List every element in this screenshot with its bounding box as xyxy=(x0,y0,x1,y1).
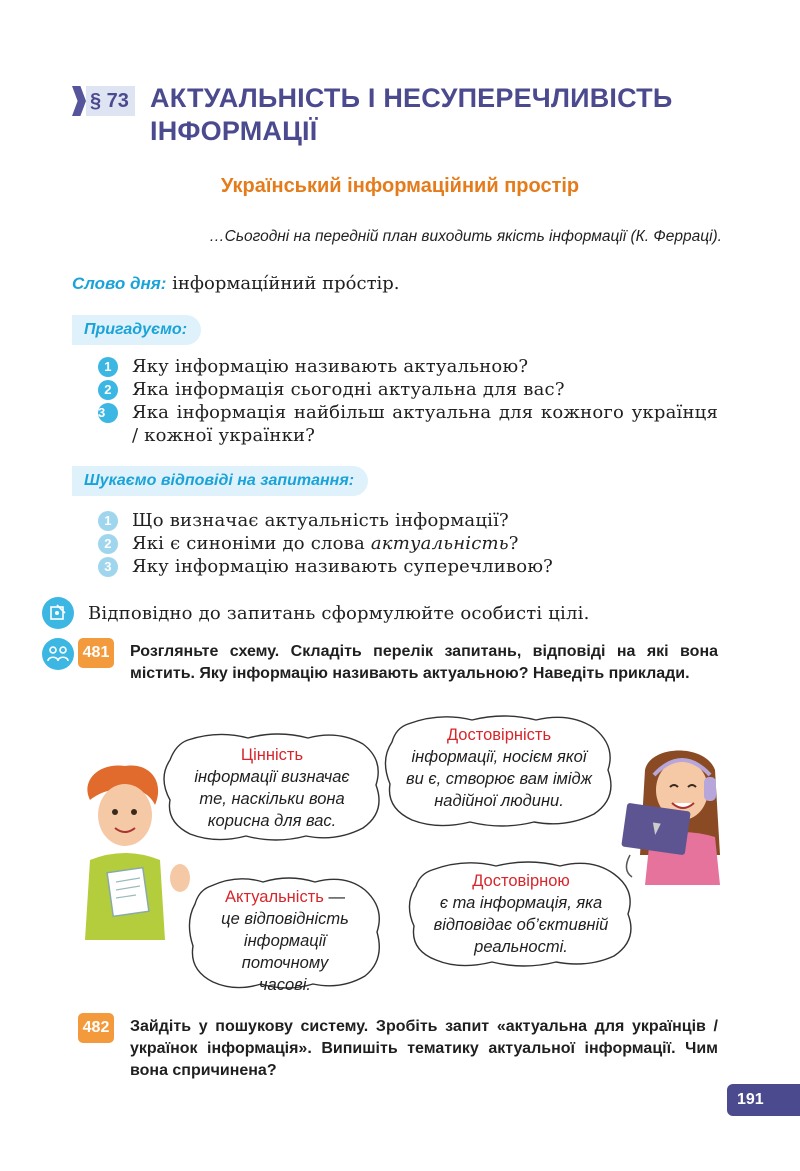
number-badge: 1 xyxy=(98,511,118,531)
cloud-term-row xyxy=(185,886,385,908)
list-item-text: Яка інформація сьогодні актуальна для вас? xyxy=(132,379,565,400)
list-item-text: Що визначає актуальність інформації? xyxy=(132,510,509,531)
cloud-text: інформації визначає те, наскільки вона корисна для вас. xyxy=(194,768,350,830)
list-item-text: ? xyxy=(508,533,519,554)
section-number: § 73 xyxy=(86,86,135,116)
list-item xyxy=(98,401,718,447)
task-481-markers xyxy=(42,638,114,670)
list-item-italic: актуальність xyxy=(370,533,509,554)
page-title: АКТУАЛЬНІСТЬ І НЕСУПЕРЕЧЛИВІСТЬ ІНФОРМАЦІЇ xyxy=(150,83,673,146)
search-list xyxy=(98,509,718,578)
cloud-dash: — xyxy=(323,888,345,906)
task-481-text: Розгляньте схему. Складіть перелік запитань, відповіді на які вона містить. Яку інформацію називають актуальною? Наведіть приклади. xyxy=(130,643,718,682)
list-item xyxy=(98,532,718,555)
word-of-day xyxy=(72,273,400,294)
list-item-text: Яка інформація найбільш актуальна для кожного українця / кожної українки? xyxy=(132,402,718,446)
page-number: 191 xyxy=(727,1084,800,1116)
group-work-icon xyxy=(42,638,74,670)
task-482-text: Зайдіть у пошукову систему. Зробіть запит «актуальна для українців / українок інформація». Випишіть тематику актуальної інформації. Чим вона спричинена? xyxy=(130,1018,718,1079)
cloud-reliable xyxy=(404,858,638,970)
cloud-term: Цінність xyxy=(240,746,304,764)
list-item xyxy=(98,555,718,578)
goals-row xyxy=(42,597,590,629)
search-label: Шукаємо відповіді на запитання: xyxy=(72,466,368,496)
recall-label: Пригадуємо: xyxy=(72,315,201,345)
cloud-text: це відповідність інформації поточному часові. xyxy=(221,910,349,994)
task-number-badge: 481 xyxy=(78,638,114,668)
cloud-term: Достовірною xyxy=(472,872,570,890)
task-number-badge: 482 xyxy=(78,1013,114,1043)
list-item xyxy=(98,355,718,378)
epigraph: …Сьогодні на передній план виходить якість інформації (К. Ферраці). xyxy=(209,228,722,245)
task-482-markers xyxy=(78,1013,114,1043)
cloud-term: Достовірність xyxy=(446,726,552,744)
list-item xyxy=(98,509,718,532)
goals-text: Відповідно до запитань сформулюйте особисті цілі. xyxy=(88,602,590,624)
cloud-value xyxy=(158,730,386,844)
cloud-relevance xyxy=(185,874,385,992)
cloud-term: Актуальність xyxy=(225,888,324,906)
list-item-text: Які є синоніми до слова xyxy=(132,533,371,554)
list-item xyxy=(98,378,718,401)
chevron-icon xyxy=(72,86,86,116)
subtitle: Український інформаційний простір xyxy=(220,175,580,197)
number-badge: 3 xyxy=(98,403,118,423)
cloud-text-inner: інформації, носієм якої ви є, створює вам імідж надійної людини. xyxy=(406,748,592,810)
number-badge: 2 xyxy=(98,380,118,400)
number-badge: 1 xyxy=(98,357,118,377)
word-of-day-text: інформаці́йний про́стір. xyxy=(172,273,400,294)
list-item-text: Яку інформацію називають суперечливою? xyxy=(132,556,554,577)
list-item-text: Яку інформацію називають актуальною? xyxy=(132,356,529,377)
section-tag xyxy=(72,86,135,116)
number-badge: 3 xyxy=(98,557,118,577)
target-icon xyxy=(42,597,74,629)
cloud-text xyxy=(404,746,594,812)
girl-illustration xyxy=(620,745,750,885)
cloud-reliability xyxy=(380,712,618,830)
recall-list xyxy=(98,355,718,447)
number-badge: 2 xyxy=(98,534,118,554)
word-of-day-label: Слово дня: xyxy=(72,274,167,293)
cloud-text: є та інформація, яка відповідає об’єктивній реальності. xyxy=(433,894,609,956)
